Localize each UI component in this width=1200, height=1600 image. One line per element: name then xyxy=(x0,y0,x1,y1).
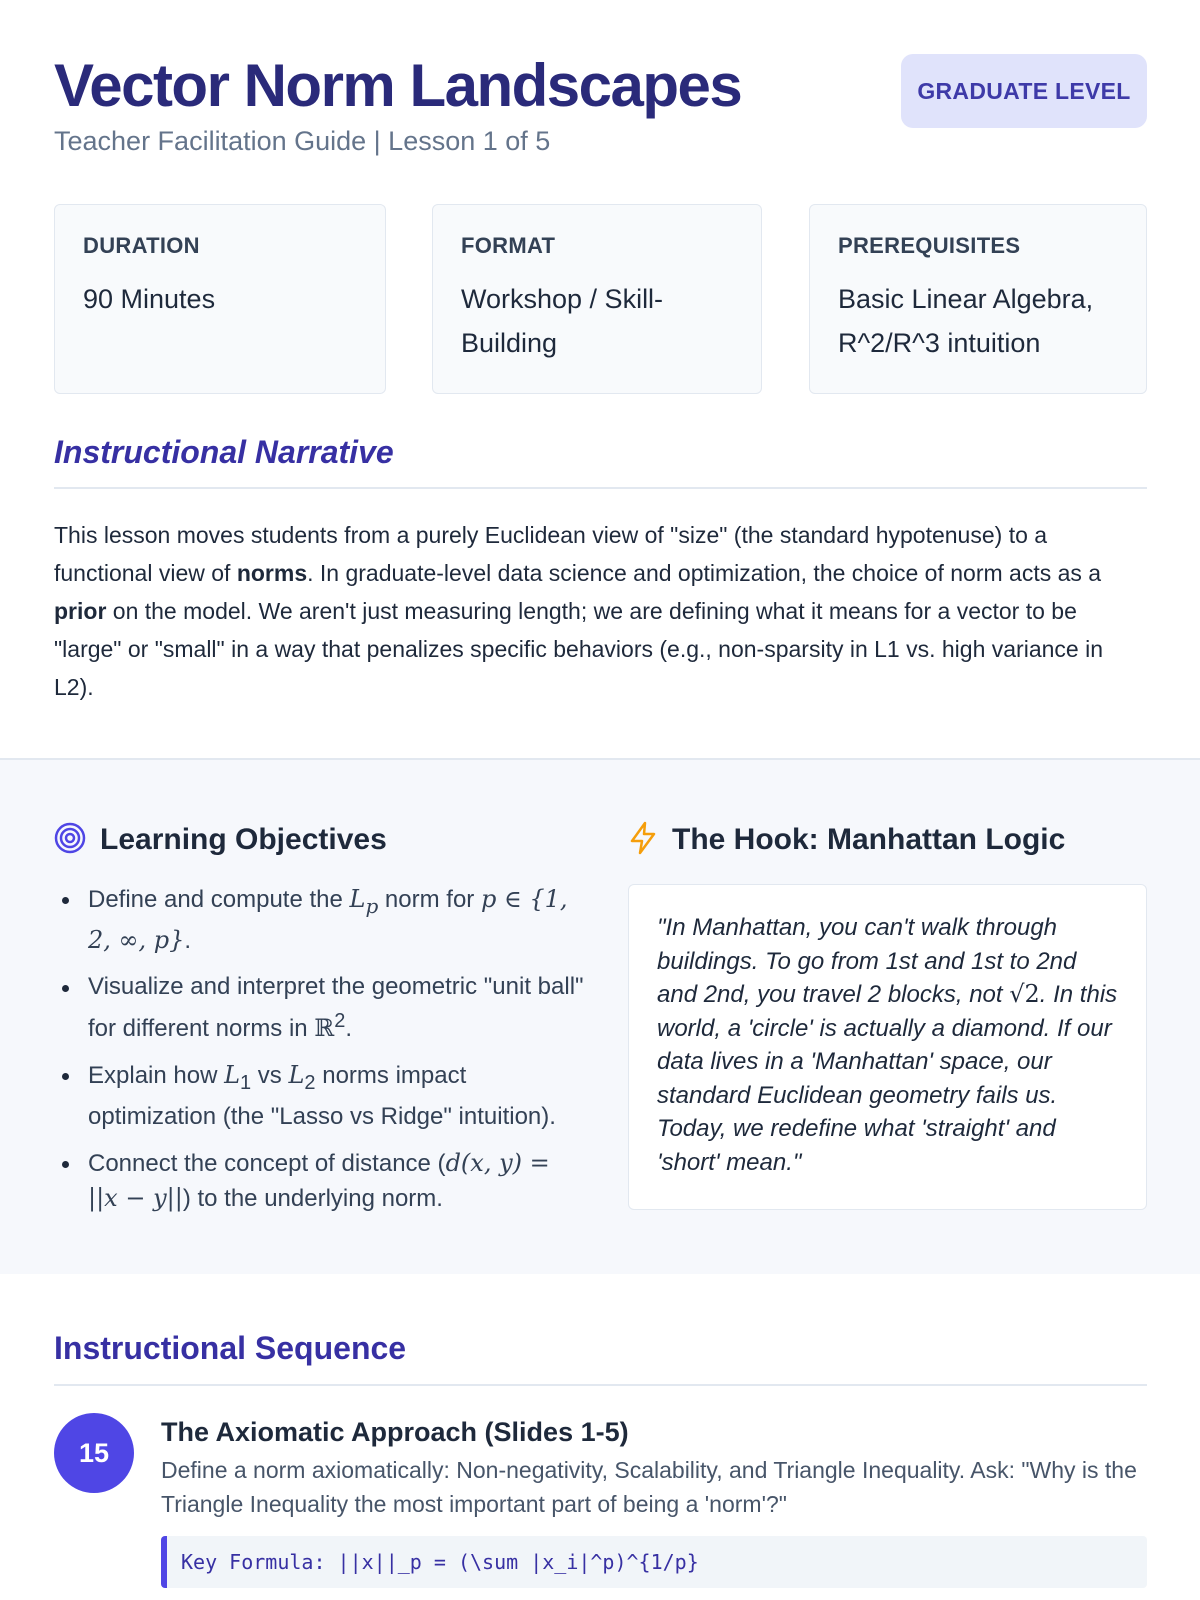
card-value: 90 Minutes xyxy=(83,284,216,314)
item-text: Define and compute the xyxy=(88,886,350,913)
item-text: vs xyxy=(251,1061,289,1089)
objectives-list xyxy=(54,882,584,1228)
objectives-heading: Learning Objectives xyxy=(100,823,387,856)
info-card-prerequisites xyxy=(809,204,1147,394)
math-sub: 2 xyxy=(304,1071,316,1094)
narrative-heading: Instructional Narrative xyxy=(54,434,394,470)
hook-heading: The Hook: Manhattan Logic xyxy=(672,823,1066,856)
info-card-duration xyxy=(54,204,386,394)
hook-quote-box xyxy=(628,884,1147,1210)
narrative-bold: norms xyxy=(236,560,308,586)
item-text: . xyxy=(184,926,192,954)
math: ℝ xyxy=(314,1013,335,1042)
quote-text: "In Manhattan, you can't walk through buildings. To go from 1st and 1st to 2nd and 2nd, you travel 2 blocks, not xyxy=(657,914,1077,1008)
card-value: Workshop / Skill-Building xyxy=(461,284,664,358)
item-text: norms impact optimization (the "Lasso vs Ridge" intuition). xyxy=(88,1061,556,1130)
page-header xyxy=(54,52,1147,162)
sequence-heading: Instructional Sequence xyxy=(54,1330,407,1366)
card-label: FORMAT xyxy=(461,233,556,258)
item-text: ) to the underlying norm. xyxy=(182,1184,443,1212)
narrative-part: . In graduate-level data science and optimization, the choice of norm acts as a xyxy=(307,560,1102,586)
list-item xyxy=(54,970,584,1046)
hook-heading-row xyxy=(628,820,1065,860)
math-sub: p xyxy=(365,893,379,918)
card-value: Basic Linear Algebra, R^2/R^3 intuition xyxy=(838,284,1094,358)
item-text: . xyxy=(345,1014,353,1042)
math: √2 xyxy=(1009,980,1040,1008)
target-icon xyxy=(54,822,86,859)
math: L xyxy=(224,1060,241,1089)
sequence-step xyxy=(161,1415,1147,1521)
info-cards xyxy=(54,204,1147,394)
step-title: The Axiomatic Approach (Slides 1-5) xyxy=(161,1417,629,1447)
narrative-heading-bar xyxy=(54,434,1147,489)
key-formula: Key Formula: ||x||_p = (\sum |x_i|^p)^{1/p} xyxy=(161,1536,1147,1588)
narrative-bold: prior xyxy=(54,598,107,624)
math: p ∈ {1, 2, ∞, p} xyxy=(88,885,568,954)
lightning-icon xyxy=(628,821,658,860)
narrative-part: on the model. We aren't just measuring length; we are defining what it means for a vector to be "large" or "small" in a way that penalizes specific behaviors (e.g., non-sparsity in L1 vs. high variance in L2). xyxy=(54,598,1103,700)
list-item xyxy=(54,1058,584,1134)
page-title: Vector Norm Landscapes xyxy=(54,52,742,119)
page-subtitle: Teacher Facilitation Guide | Lesson 1 of 5 xyxy=(54,126,551,156)
objectives-heading-row xyxy=(54,820,387,860)
hook-quote xyxy=(657,911,1118,1179)
list-item xyxy=(54,1146,584,1216)
sequence-heading-bar xyxy=(54,1330,1147,1386)
level-badge: GRADUATE LEVEL xyxy=(901,54,1147,128)
narrative-text xyxy=(54,516,1147,706)
quote-text: . In this world, a 'circle' is actually a diamond. If our data lives in a 'Manhattan' space, our standard Euclidean geometry fails us. Today, we redefine what 'straight' and 'short' mean." xyxy=(657,981,1118,1176)
item-text: norm for xyxy=(378,886,481,913)
math-sup: 2 xyxy=(334,1009,346,1032)
math: L xyxy=(288,1060,305,1089)
info-card-format xyxy=(432,204,762,394)
math: d(x, y) = ||x − y|| xyxy=(88,1148,550,1212)
item-text: Connect the concept of distance ( xyxy=(88,1149,446,1177)
math: L xyxy=(349,885,366,913)
step-description: Define a norm axiomatically: Non-negativity, Scalability, and Triangle Inequality. Ask: "Why is the Triangle Inequality the most important part of being a 'norm'?" xyxy=(161,1457,1137,1517)
card-label: PREREQUISITES xyxy=(838,233,1021,258)
item-text: Explain how xyxy=(88,1061,225,1089)
math-sub: 1 xyxy=(240,1071,252,1094)
list-item xyxy=(54,882,584,958)
narrative-part: This lesson moves students from a purely Euclidean view of "size" (the standard hypotenuse) to a functional view of xyxy=(54,522,1048,586)
step-number-badge: 15 xyxy=(54,1413,134,1493)
item-text: Visualize and interpret the geometric "unit ball" for different norms in xyxy=(88,972,584,1042)
card-label: DURATION xyxy=(83,233,200,258)
